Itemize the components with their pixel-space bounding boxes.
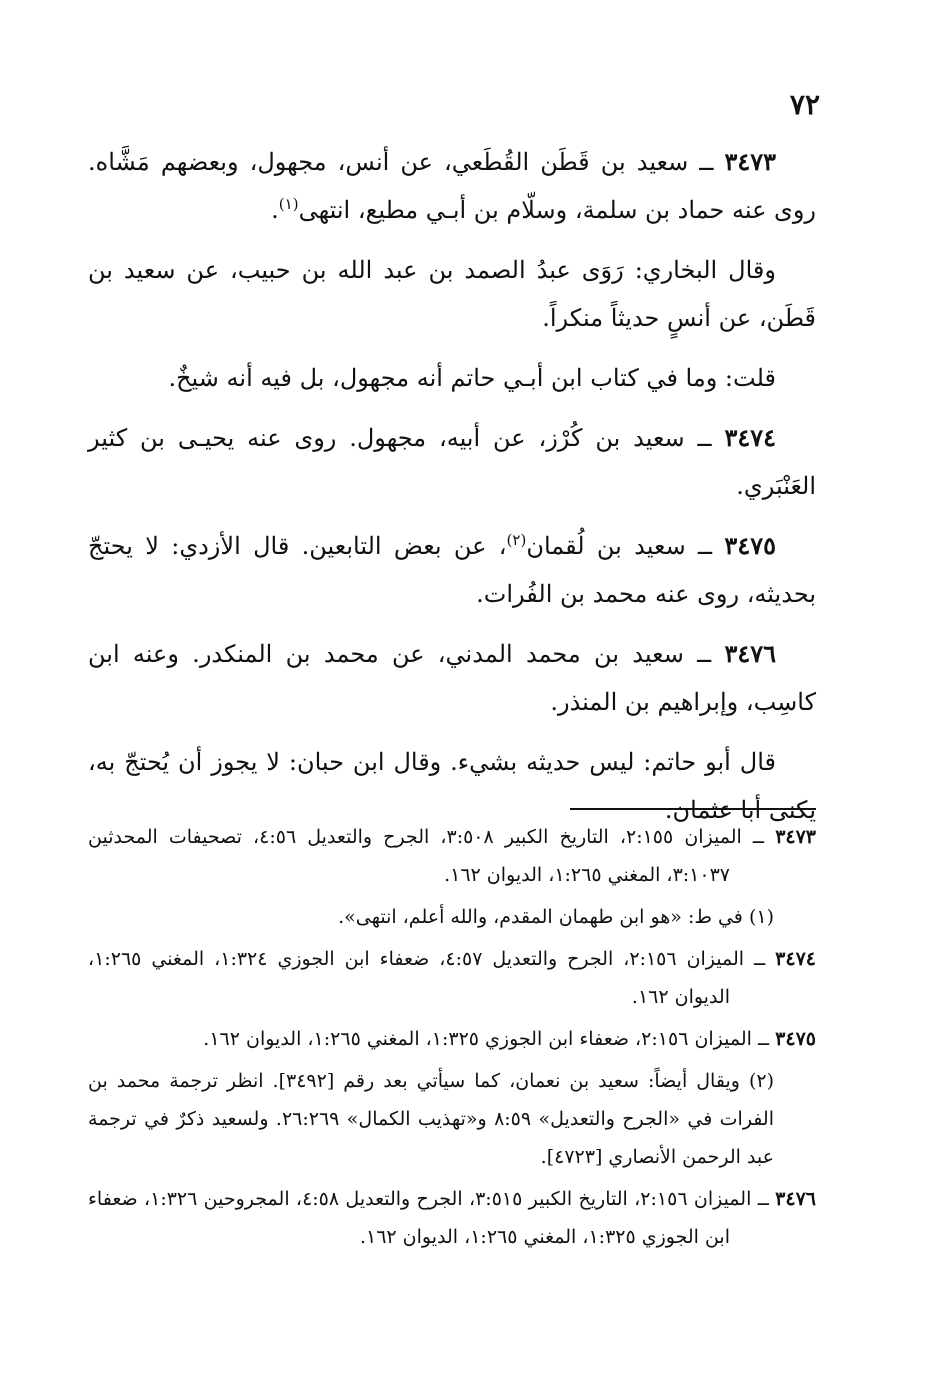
paragraph-text: وقال البخاري: رَوَى عبدُ الصمد بن عبد الله بن حبيب، عن سعيد بن قَطَن، عن أنسٍ حديثاً منكراً. — [88, 256, 816, 332]
entry-number: ٣٤٧٥ — [724, 531, 776, 560]
footnote-number: (١) — [748, 906, 774, 928]
footnote-separator — [570, 808, 816, 810]
footnotes — [88, 818, 816, 1260]
entry-3474 — [88, 414, 816, 510]
footnote-2 — [88, 1062, 816, 1176]
entry-number: ٣٤٧٤ — [724, 423, 776, 452]
footnote-text: ــ الميزان ٢:١٥٦، التاريخ الكبير ٣:٥١٥، الجرح والتعديل ٤:٥٨، المجروحين ١:٣٢٦، ضعفاء ابن الجوزي ١:٣٢٥، المغني ١:٢٦٥، الديوان ١٦٢. — [88, 1188, 769, 1248]
footnote-text: ويقال أيضاً: سعيد بن نعمان، كما سيأتي بعد رقم [٣٤٩٢]. انظر ترجمة محمد بن الفرات في «الجرح والتعديل» ٨:٥٩ و«تهذيب الكمال» ٢٦:٢٦٩. ولسعيد ذكرٌ في ترجمة عبد الرحمن الأنصاري [٤٧٢٣]. — [88, 1070, 774, 1168]
entry-text: ــ سعيد بن قَطَن القُطَعي، عن أنس، مجهول، وبعضهم مَشَّاه. روى عنه حماد بن سلمة، وسلّام بن أبـي مطيع، انتهى — [88, 148, 816, 224]
entry-tail: . — [271, 196, 279, 224]
entry-number: ٣٤٧٦ — [724, 639, 776, 668]
source-note-3474 — [88, 940, 816, 1016]
footnote-text: في ط: «هو ابن طهمان المقدم، والله أعلم، انتهى». — [338, 906, 743, 928]
footnote-number: ٣٤٧٥ — [775, 1028, 816, 1050]
footnote-number: (٢) — [748, 1070, 775, 1092]
entry-text: ــ سعيد بن كُرْز، عن أبيه، مجهول. روى عنه يحيـى بن كثير العَنْبَري. — [88, 424, 816, 500]
footnote-ref[interactable]: (٢) — [506, 531, 527, 549]
entry-tail: ، عن بعض التابعين. قال الأزدي: لا يحتجّ بحديثه، روى عنه محمد بن الفُرات. — [88, 532, 816, 608]
source-note-3473 — [88, 818, 816, 894]
entry-3473 — [88, 138, 816, 234]
footnote-1 — [88, 898, 816, 936]
entry-3475 — [88, 522, 816, 618]
paragraph-text: قال أبو حاتم: ليس حديثه بشيء. وقال ابن حبان: لا يجوز أن يُحتجّ به، يكنى أبا عثمان. — [88, 748, 816, 824]
footnote-text: ــ الميزان ٢:١٥٦، ضعفاء ابن الجوزي ١:٣٢٥، المغني ١:٢٦٥، الديوان ١٦٢. — [203, 1028, 770, 1050]
source-note-3475 — [88, 1020, 816, 1058]
paragraph-text: قلت: وما في كتاب ابن أبـي حاتم أنه مجهول، بل فيه أنه شيخٌ. — [168, 364, 776, 392]
paragraph-bukhari — [88, 246, 816, 342]
entry-number: ٣٤٧٣ — [724, 147, 776, 176]
footnote-number: ٣٤٧٦ — [775, 1188, 816, 1210]
footnote-number: ٣٤٧٣ — [775, 826, 817, 848]
footnote-text: ــ الميزان ٢:١٥٥، التاريخ الكبير ٣:٥٠٨، الجرح والتعديل ٤:٥٦، تصحيفات المحدثين ٣:١٠٣٧، المغني ١:٢٦٥، الديوان ١٦٢. — [88, 826, 765, 886]
main-text — [88, 138, 816, 846]
footnote-number: ٣٤٧٤ — [775, 948, 816, 970]
footnote-text: ــ الميزان ٢:١٥٦، الجرح والتعديل ٤:٥٧، ضعفاء ابن الجوزي ١:٣٢٤، المغني ١:٢٦٥، الديوان ١٦٢. — [88, 948, 766, 1008]
entry-3476 — [88, 630, 816, 726]
entry-text: ــ سعيد بن محمد المدني، عن محمد بن المنكدر. وعنه ابن كاسِب، وإبراهيم بن المنذر. — [88, 640, 816, 716]
page-number: ٧٢ — [789, 88, 820, 121]
paragraph-qultu — [88, 354, 816, 402]
source-note-3476 — [88, 1180, 816, 1256]
footnote-ref[interactable]: (١) — [278, 195, 299, 213]
entry-text: ــ سعيد بن لُقمان — [526, 532, 713, 560]
